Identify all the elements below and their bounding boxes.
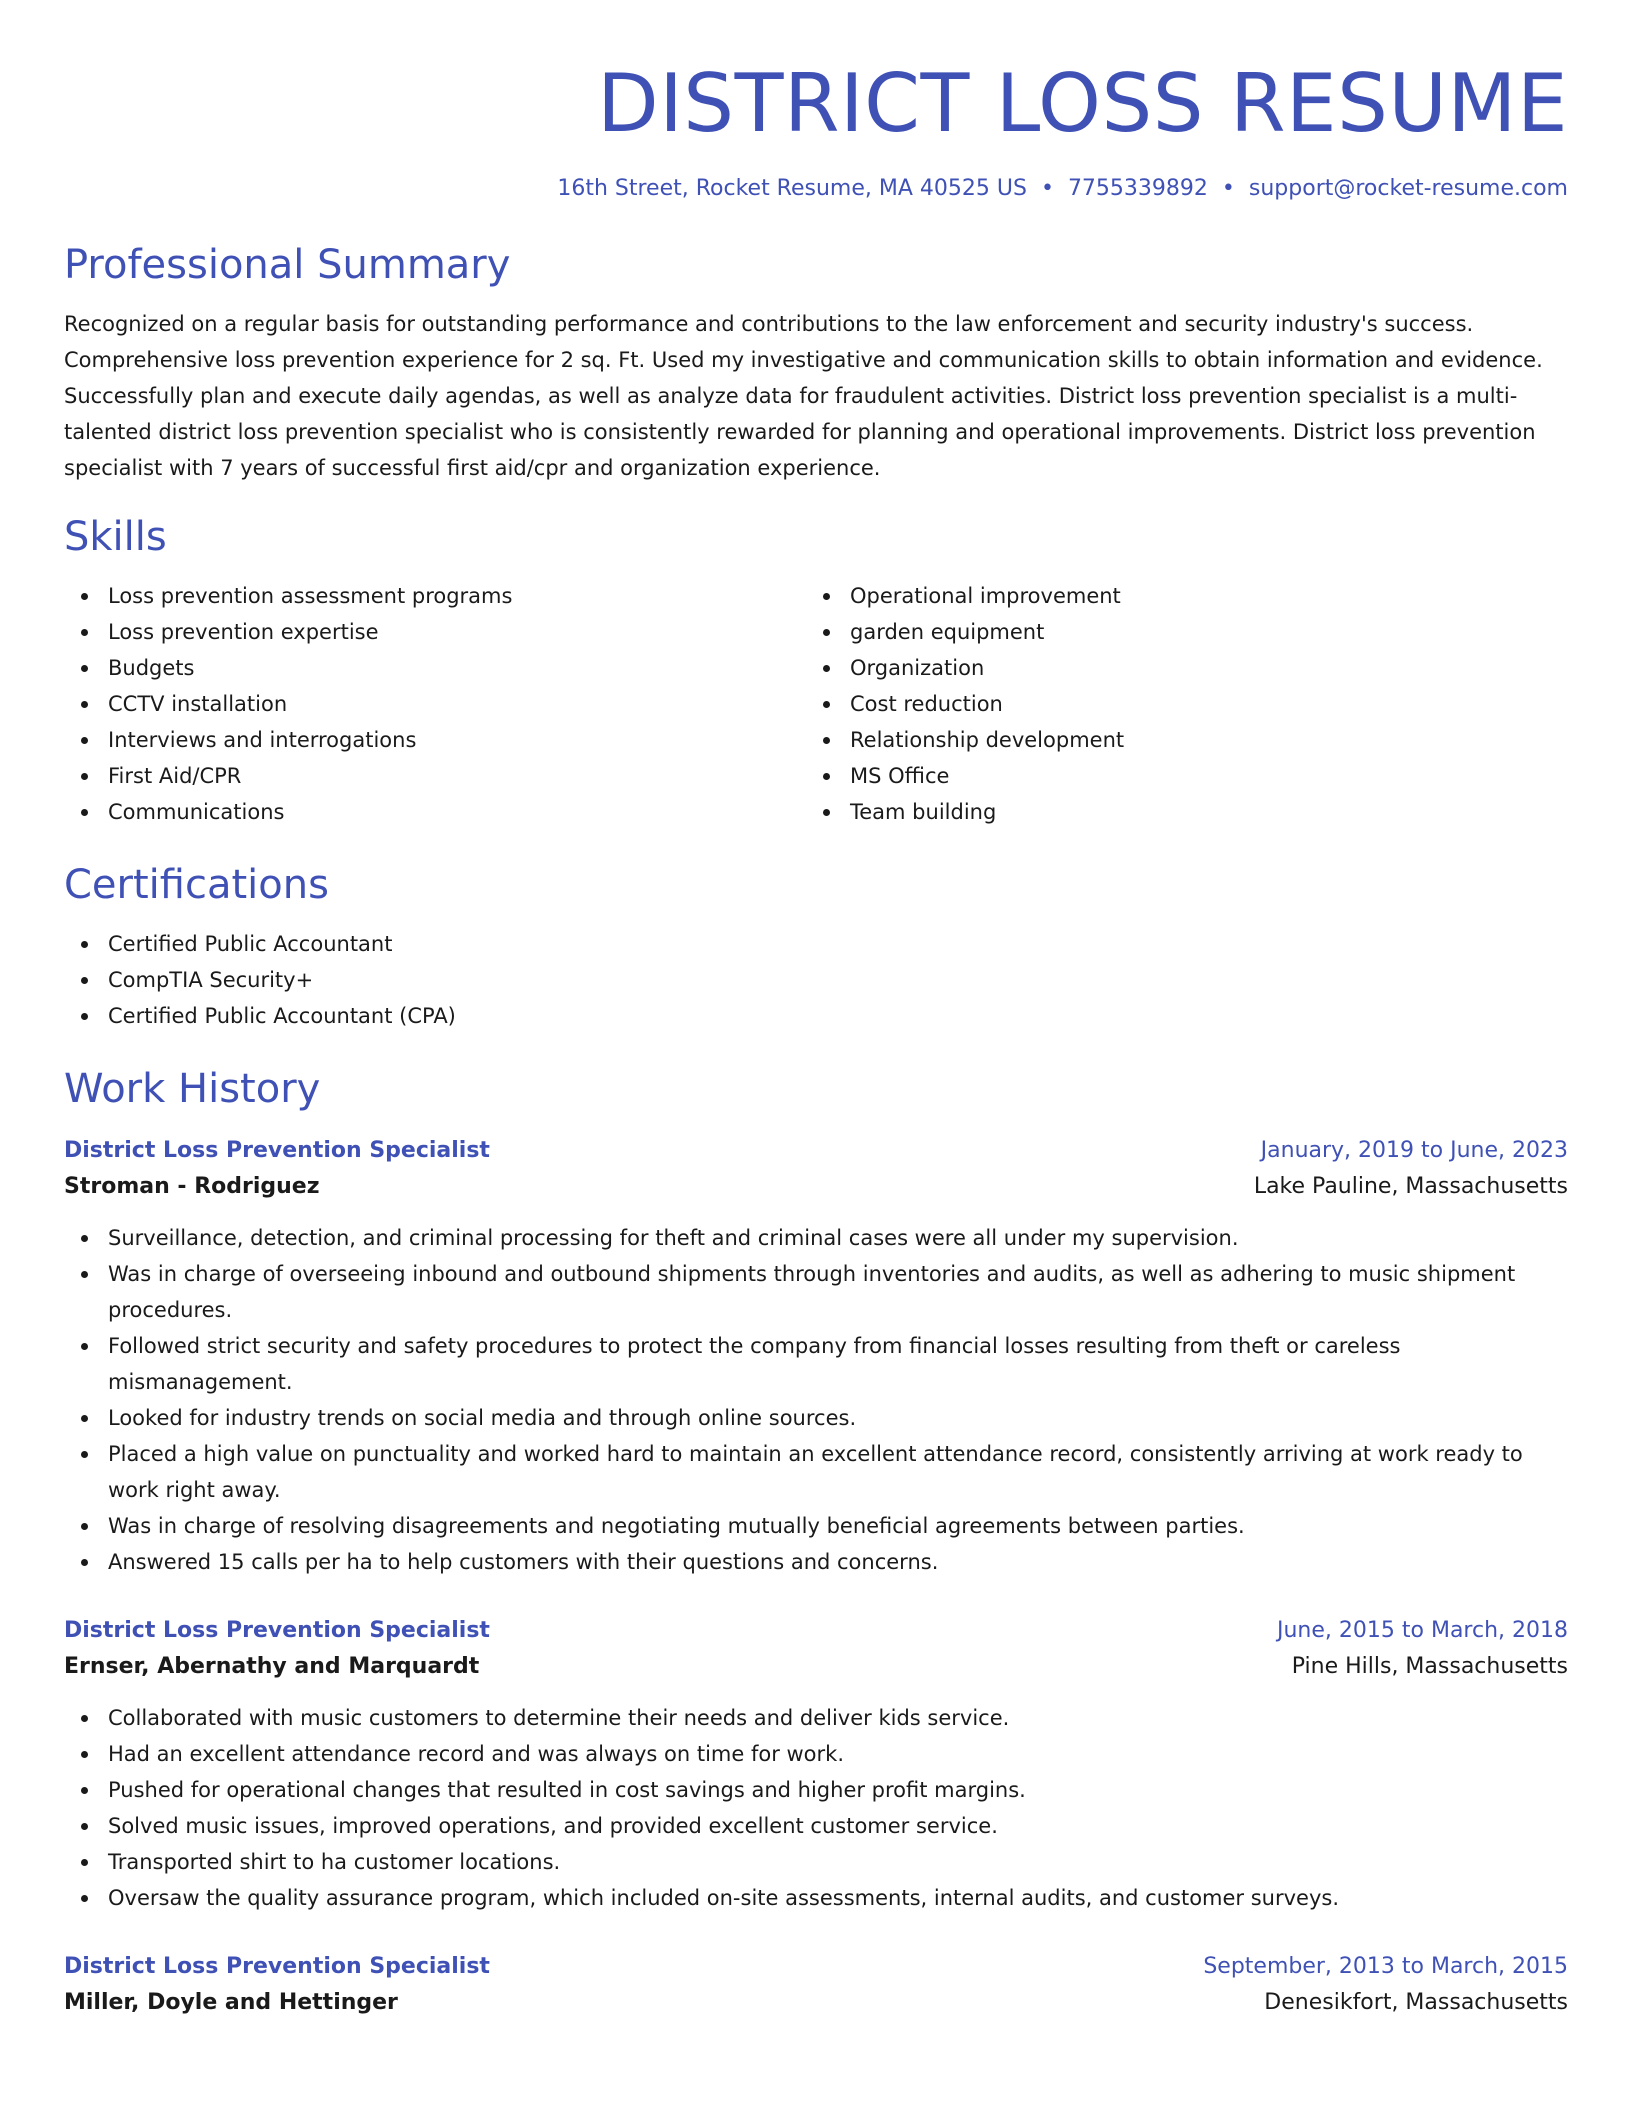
job-company: Stroman - Rodriguez	[64, 1174, 320, 1199]
job-duty: Was in charge of overseeing inbound and outbound shipments through inventories and audits, as well as adhering to music shipment procedures.	[64, 1256, 1568, 1328]
job-header-row	[64, 1950, 1568, 1984]
contact-separator: •	[1221, 176, 1235, 201]
skills-columns	[64, 578, 1568, 830]
job-dates: June, 2015 to March, 2018	[1277, 1618, 1568, 1643]
skill-item: Team building	[806, 794, 1548, 830]
job-entry	[64, 1950, 1568, 2022]
job-company: Miller, Doyle and Hettinger	[64, 1990, 398, 2015]
certification-item: Certified Public Accountant	[64, 926, 1568, 962]
skill-item: Loss prevention assessment programs	[64, 578, 806, 614]
job-duty: Was in charge of resolving disagreements and negotiating mutually beneficial agreements between parties.	[64, 1508, 1568, 1544]
contact-phone: 7755339892	[1067, 176, 1208, 201]
job-dates: January, 2019 to June, 2023	[1260, 1138, 1568, 1163]
skill-item: Organization	[806, 650, 1548, 686]
job-dates: September, 2013 to March, 2015	[1203, 1954, 1568, 1979]
job-company: Ernser, Abernathy and Marquardt	[64, 1654, 480, 1679]
job-duty: Surveillance, detection, and criminal processing for theft and criminal cases were all under my supervision.	[64, 1220, 1568, 1256]
job-duty: Followed strict security and safety procedures to protect the company from financial losses resulting from theft or careless mismanagement.	[64, 1328, 1568, 1400]
job-title: District Loss Prevention Specialist	[64, 1138, 490, 1163]
job-location: Lake Pauline, Massachusetts	[1253, 1174, 1568, 1199]
skill-item: Cost reduction	[806, 686, 1548, 722]
skill-item: Relationship development	[806, 722, 1548, 758]
job-duty: Oversaw the quality assurance program, which included on-site assessments, internal audits, and customer surveys.	[64, 1880, 1568, 1916]
job-duty: Had an excellent attendance record and was always on time for work.	[64, 1736, 1568, 1772]
skills-list-left	[64, 578, 806, 830]
job-duty: Collaborated with music customers to determine their needs and deliver kids service.	[64, 1700, 1568, 1736]
job-title: District Loss Prevention Specialist	[64, 1954, 490, 1979]
job-duty: Transported shirt to ha customer locations.	[64, 1844, 1568, 1880]
job-duties-list	[64, 1220, 1568, 1580]
contact-email: support@rocket-resume.com	[1248, 176, 1568, 201]
contact-line	[64, 174, 1568, 204]
skill-item: Operational improvement	[806, 578, 1548, 614]
job-header-row	[64, 1134, 1568, 1168]
contact-address: 16th Street, Rocket Resume, MA 40525 US	[557, 176, 1027, 201]
summary-heading: Professional Summary	[64, 242, 511, 288]
certifications-list	[64, 926, 1568, 1034]
skill-item: Budgets	[64, 650, 806, 686]
job-duty: Solved music issues, improved operations, and provided excellent customer service.	[64, 1808, 1568, 1844]
summary-text: Recognized on a regular basis for outstanding performance and contributions to the law enforcement and security industry's success. Comprehensive loss prevention experience for 2 sq. Ft. Used my investigative and communication skills to obtain information and evidence. Successfully plan and execute daily agendas, as well as analyze data for fraudulent activities. District loss prevention specialist is a multi-talented district loss prevention specialist who is consistently rewarded for planning and operational improvements. District loss prevention specialist with 7 years of successful first aid/cpr and organization experience.	[64, 312, 1543, 480]
job-company-row	[64, 1984, 1568, 2022]
job-duty: Looked for industry trends on social media and through online sources.	[64, 1400, 1568, 1436]
skill-item: Communications	[64, 794, 806, 830]
skill-item: Interviews and interrogations	[64, 722, 806, 758]
skill-item: First Aid/CPR	[64, 758, 806, 794]
job-duties-list	[64, 1700, 1568, 1916]
resume-name: DISTRICT LOSS RESUME	[597, 57, 1568, 150]
skill-item: Loss prevention expertise	[64, 614, 806, 650]
job-header-row	[64, 1614, 1568, 1648]
skill-item: garden equipment	[806, 614, 1548, 650]
skills-list-right	[806, 578, 1548, 830]
job-duty: Answered 15 calls per ha to help customers with their questions and concerns.	[64, 1544, 1568, 1580]
job-company-row	[64, 1168, 1568, 1206]
job-company-row	[64, 1648, 1568, 1686]
skills-heading: Skills	[64, 514, 167, 560]
job-entry	[64, 1614, 1568, 1916]
job-location: Denesikfort, Massachusetts	[1264, 1990, 1568, 2015]
skill-item: MS Office	[806, 758, 1548, 794]
job-title: District Loss Prevention Specialist	[64, 1618, 490, 1643]
contact-separator: •	[1040, 176, 1054, 201]
certifications-heading: Certifications	[64, 862, 329, 908]
job-location: Pine Hills, Massachusetts	[1291, 1654, 1568, 1679]
certification-item: CompTIA Security+	[64, 962, 1568, 998]
certification-item: Certified Public Accountant (CPA)	[64, 998, 1568, 1034]
job-entry	[64, 1134, 1568, 1580]
work-history-heading: Work History	[64, 1066, 321, 1112]
job-duty: Placed a high value on punctuality and worked hard to maintain an excellent attendance record, consistently arriving at work ready to work right away.	[64, 1436, 1568, 1508]
skill-item: CCTV installation	[64, 686, 806, 722]
job-duty: Pushed for operational changes that resulted in cost savings and higher profit margins.	[64, 1772, 1568, 1808]
